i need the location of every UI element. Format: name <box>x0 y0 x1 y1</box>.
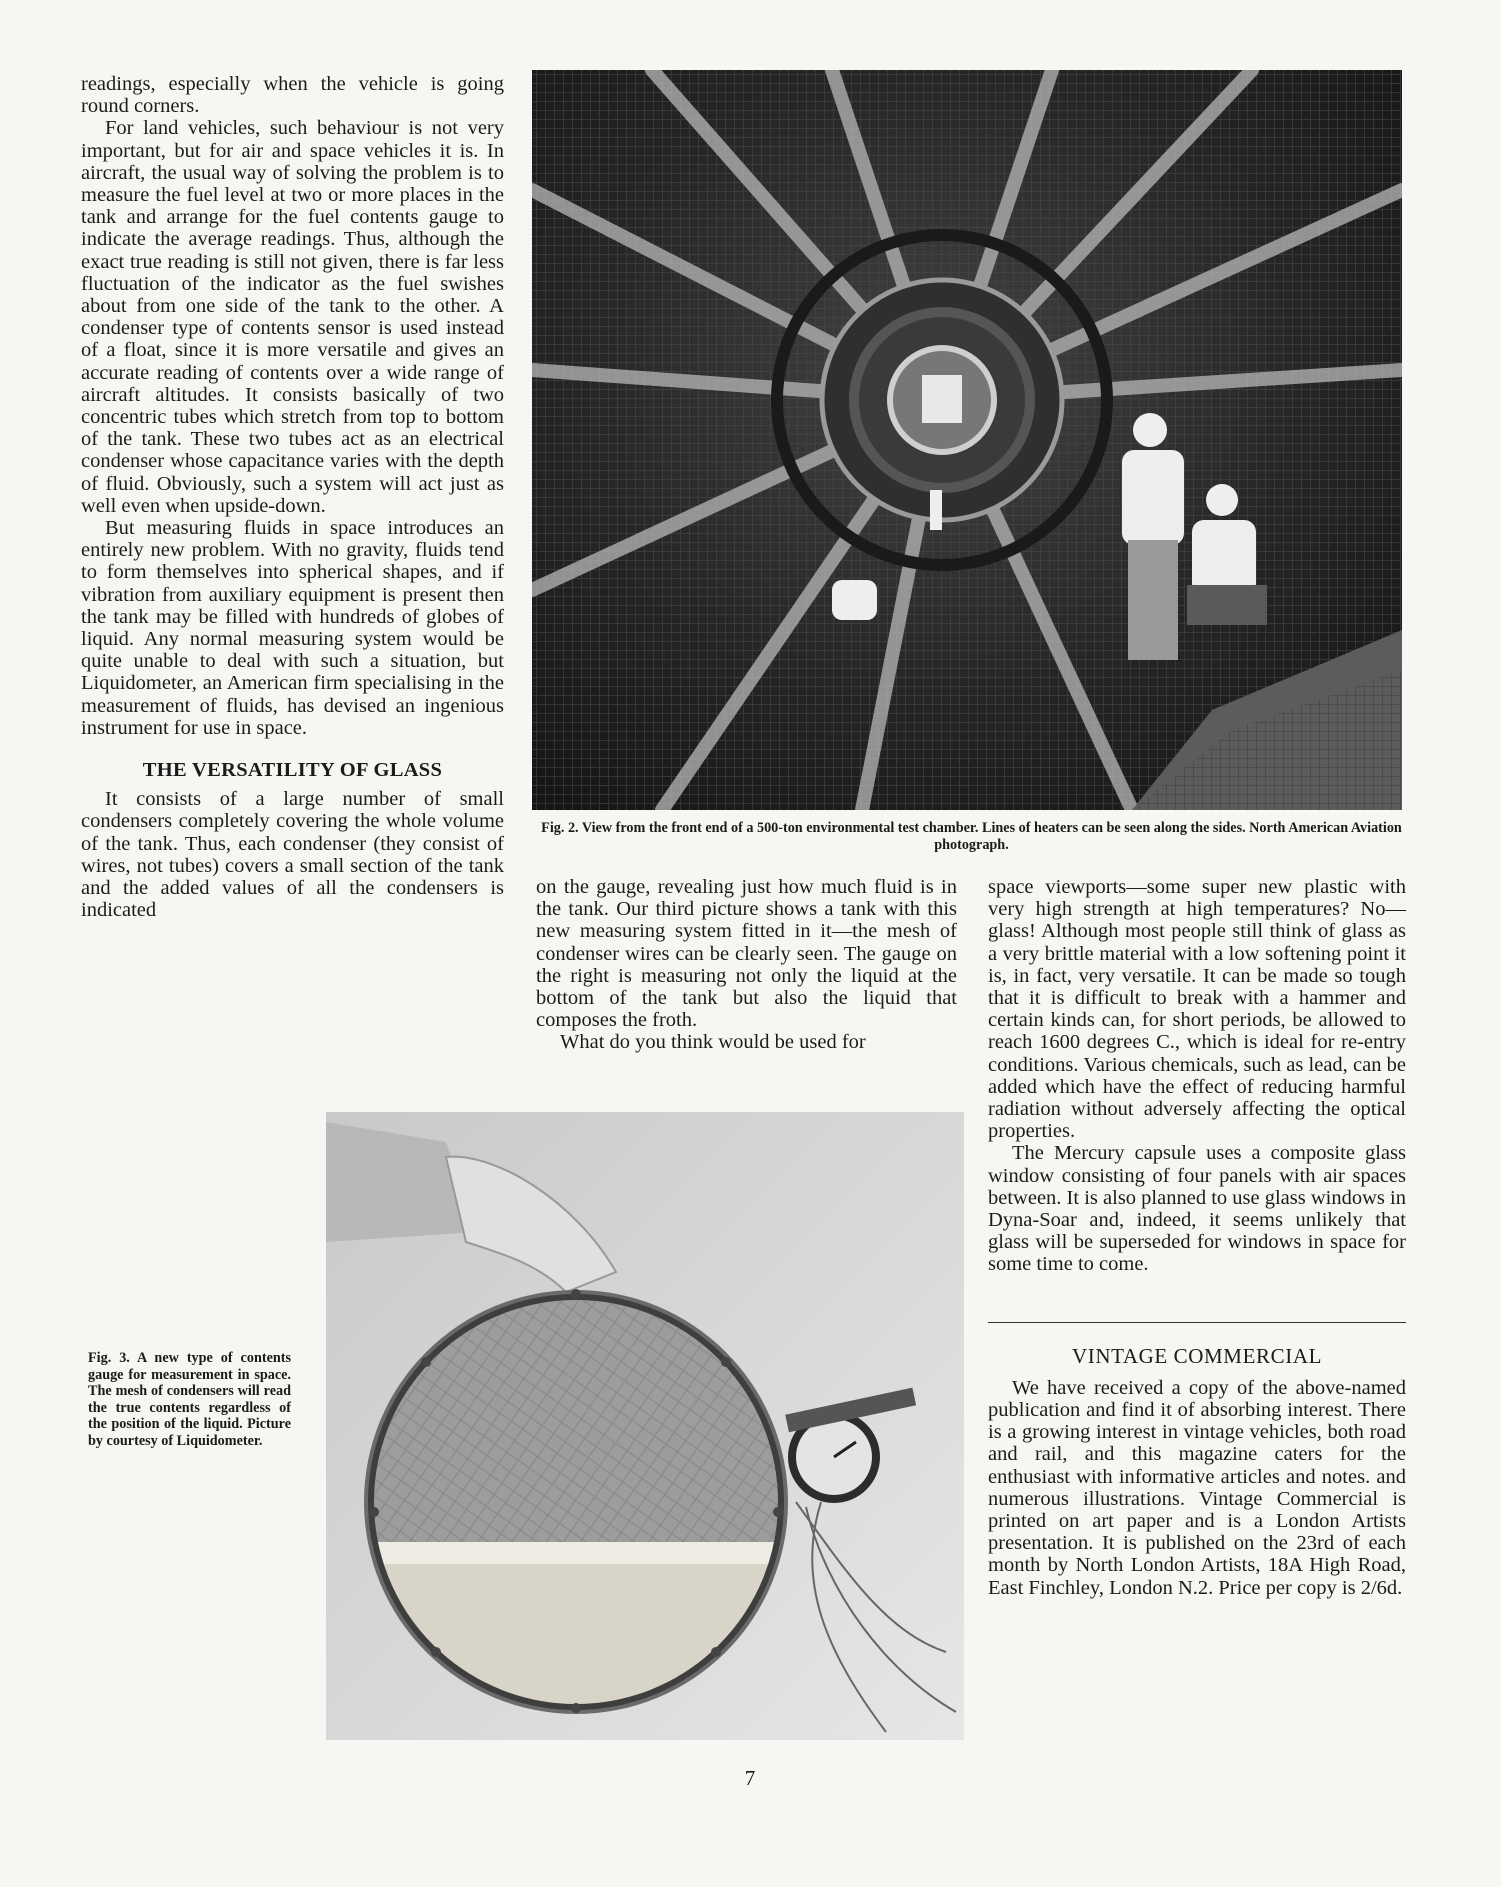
paragraph: on the gauge, revealing just how much fluid is in the tank. Our third picture shows a tank with this new measuring system fitted in it—the mesh of condenser wires can be clearly seen. The gauge on the right is measuring not only the liquid at the bottom of the tank but also the liquid that composes the froth. <box>536 876 957 1032</box>
paragraph: But measuring fluids in space introduces an entirely new problem. With no gravity, fluids tend to form themselves into spherical shapes, and if vibration from auxiliary equipment is present then the tank may be filled with hundreds of globes of liquid. Any normal measuring system would be quite unable to deal with such a situation, but Liquidometer, an American firm specialising in the measurement of fluids, has devised an ingenious instrument for use in space. <box>81 517 504 739</box>
test-chamber-illustration <box>532 70 1402 810</box>
fig2-photograph <box>532 70 1402 810</box>
fig3-caption: Fig. 3. A new type of contents gauge for measurement in space. The mesh of condensers will read the true contents regardless of the position of the liquid. Picture by courtesy of Liquidometer. <box>88 1350 291 1449</box>
section-divider <box>988 1322 1406 1323</box>
section-heading: THE VERSATILITY OF GLASS <box>142 759 443 782</box>
section-heading: VINTAGE COMMERCIAL <box>1071 1343 1323 1368</box>
paragraph: What do you think would be used for <box>560 1031 866 1054</box>
middle-column <box>536 876 957 1054</box>
fig2-caption: Fig. 2. View from the front end of a 500-ton environmental test chamber. Lines of heaters can be seen along the sides. North American Aviation photograph. <box>541 820 1402 853</box>
paragraph: For land vehicles, such behaviour is not very important, but for air and space vehicles it is. In aircraft, the usual way of solving the problem is to measure the fuel level at two or more places in the tank and arrange for the fuel contents gauge to indicate the average readings. Thus, although the exact true reading is still not given, there is far less fluctuation of the indicator as the fuel swishes about from one side of the tank to the other. A condenser type of contents sensor is used instead of a float, since it is more versatile and gives an accurate reading of contents over a wide range of aircraft altitudes. It consists basically of two concentric tubes which stretch from top to bottom of the tank. These two tubes act as an electrical condenser whose capacitance varies with the depth of fluid. Obviously, such a system will act just as well even when upside-down. <box>81 117 504 517</box>
page-number: 7 <box>744 1766 756 1790</box>
left-column <box>81 73 504 921</box>
paragraph: The Mercury capsule uses a composite glass window consisting of four panels with air spaces between. It is also planned to use glass windows in Dyna-Soar and, indeed, it seems unlikely that glass will be superseded for windows in space for some time to come. <box>988 1142 1406 1276</box>
paragraph: We have received a copy of the above-named publication and find it of absorbing interest. There is a growing interest in vintage vehicles, both road and rail, and this magazine caters for the enthusiast with informative articles and notes. and numerous illustrations. Vintage Commercial is printed on art paper and is a London Artists presentation. It is published on the 23rd of each month by North London Artists, 18A High Road, East Finchley, London N.2. Price per copy is 2/6d. <box>988 1376 1406 1599</box>
spherical-tank-illustration <box>326 1112 964 1740</box>
paragraph: space viewports—some super new plastic with very high strength at high temperatures? No—glass! Although most people still think of glass as a very brittle material with a low softening point it is, in fact, very versatile. It can be made so tough that it is difficult to break with a hammer and certain kinds can, for short periods, be allowed to reach 1600 degrees C., which is ideal for re-entry conditions. Various chemicals, such as lead, can be added which have the effect of reducing harmful radiation without adversely affecting the optical properties. <box>988 876 1406 1143</box>
paragraph: readings, especially when the vehicle is going round corners. <box>81 73 504 118</box>
paragraph: It consists of a large number of small condensers completely covering the whole volume of the tank. Thus, each condenser (they consist of wires, not tubes) covers a small section of the tank and the added values of all the condensers is indicated <box>81 788 504 922</box>
fig3-photograph <box>326 1112 964 1740</box>
right-column <box>988 876 1406 1599</box>
